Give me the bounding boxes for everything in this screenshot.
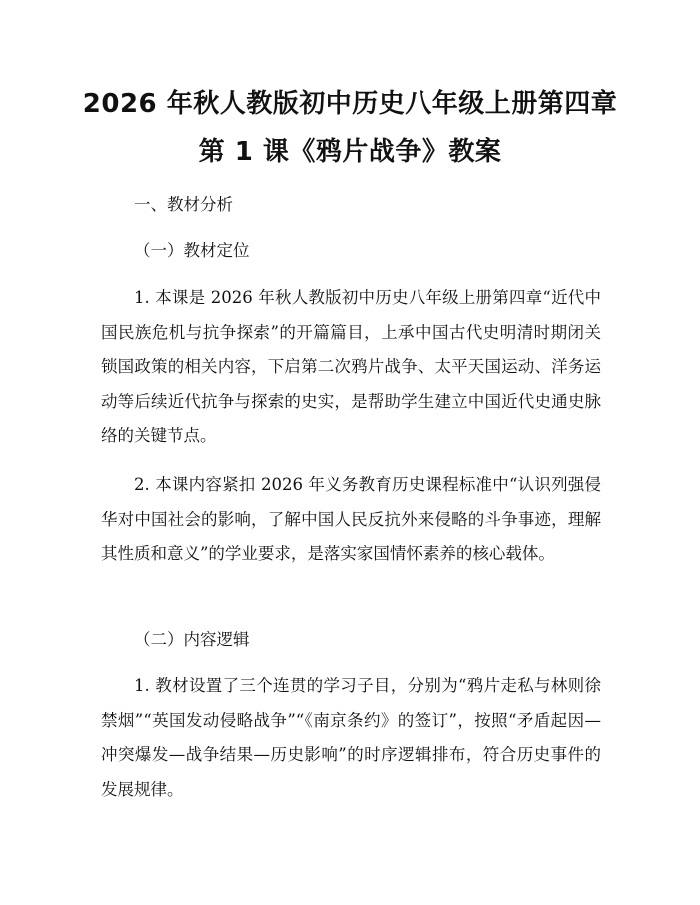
subsection-heading-positioning: （一）教材定位 <box>134 241 250 260</box>
document-title-line2: 第 1 课《鸦片战争》教案 <box>198 137 502 167</box>
document-title-line1: 2026 年秋人教版初中历史八年级上册第四章 <box>82 89 618 119</box>
paragraph-positioning-1: 1. 本课是 2026 年秋人教版初中历史八年级上册第四章“近代中国民族危机与抗争探索”的开篇篇目，上承中国古代史明清时期闭关锁国政策的相关内容，下启第二次鸦片战争、太平天国运动、洋务运动等后续近代抗争与探索的史实，是帮助学生建立中国近代史通史脉络的关键节点。 <box>101 288 601 445</box>
section-heading-teaching-material-analysis: 一、教材分析 <box>134 195 233 214</box>
subsection-heading-content-logic: （二）内容逻辑 <box>134 630 250 649</box>
paragraph-positioning-2: 2. 本课内容紧扣 2026 年义务教育历史课程标准中“认识列强侵华对中国社会的影响，了解中国人民反抗外来侵略的斗争事迹，理解其性质和意义”的学业要求，是落实家国情怀素养的核心载体。 <box>101 475 601 563</box>
paragraph-content-logic-1: 1. 教材设置了三个连贯的学习子目，分别为“鸦片走私与林则徐禁烟”“英国发动侵略战争”“《南京条约》的签订”，按照“矛盾起因—冲突爆发—战争结果—历史影响”的时序逻辑排布，符合历史事件的发展规律。 <box>101 676 601 799</box>
